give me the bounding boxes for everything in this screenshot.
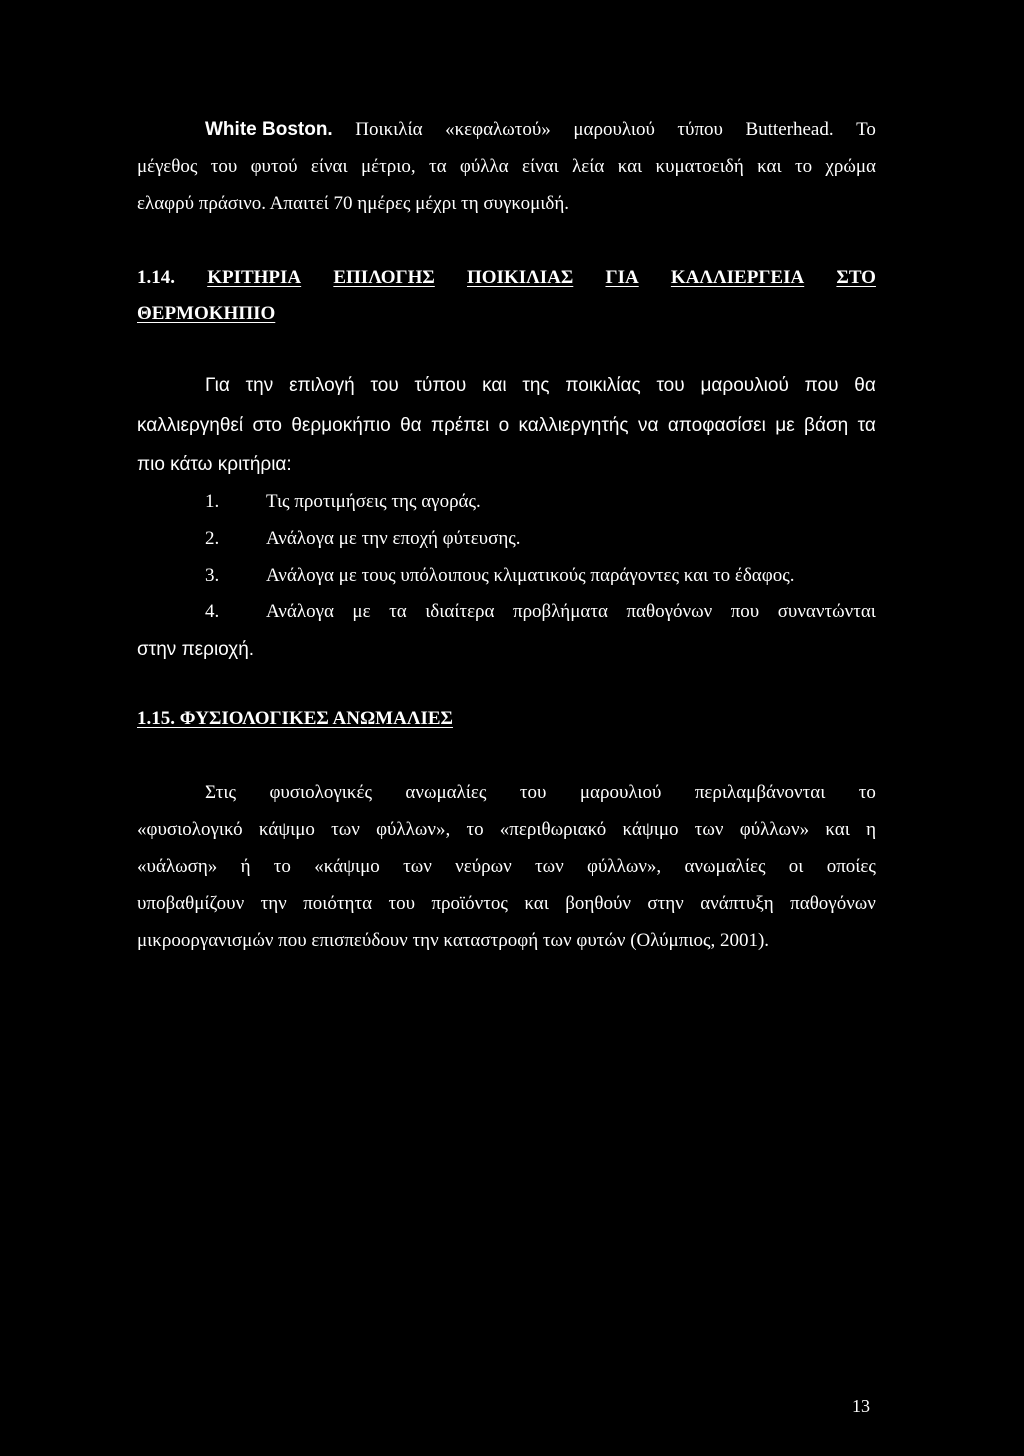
word: το (858, 782, 876, 803)
word: ποικιλίας (565, 375, 641, 396)
word: βοηθούν (565, 893, 631, 914)
word: το (273, 856, 291, 877)
word: κάψιμο (258, 819, 315, 840)
word: στο (252, 415, 282, 436)
word: κάψιμο (622, 819, 679, 840)
word: τύπου (677, 119, 723, 140)
word: Το (856, 119, 876, 140)
word: ιδιαίτερα (425, 601, 495, 622)
word: των (331, 819, 360, 840)
word: και (825, 819, 850, 840)
word: θα (854, 375, 876, 396)
word: πρέπει (431, 415, 490, 436)
word: του (519, 782, 547, 803)
word: προβλήματα (512, 601, 608, 622)
word: τα (428, 156, 447, 177)
word: καλλιεργητής (518, 415, 629, 436)
heading-word: ΓΙΑ (605, 267, 639, 288)
word: ανωμαλίες (405, 782, 487, 803)
word: προϊόντος (431, 893, 508, 914)
word: χρώμα (825, 156, 876, 177)
word: οποίες (826, 856, 876, 877)
word: φύλλων» (739, 819, 810, 840)
word: μαρουλιού (579, 782, 662, 803)
list-number: 2. (205, 528, 220, 549)
word: «φυσιολογικό (137, 819, 243, 840)
word: που (730, 601, 760, 622)
heading-word: ΣΤΟ (836, 267, 876, 288)
word: στην (647, 893, 684, 914)
word: και (482, 375, 507, 396)
list-text: Ανάλογα με την εποχή φύτευσης. (266, 528, 521, 549)
word: Ανάλογα (266, 601, 334, 622)
word: τα (857, 415, 876, 436)
word: των (534, 856, 564, 877)
word: της (522, 375, 550, 396)
word: η (866, 819, 876, 840)
word: την (260, 893, 287, 914)
word: Butterhead. (745, 119, 834, 140)
paragraph-1-line-1 (205, 120, 876, 139)
word: είναι (521, 156, 559, 177)
word: βάση (804, 415, 849, 436)
word: των (694, 819, 724, 840)
list-text: Ανάλογα με τους υπόλοιπους κλιματικούς παράγοντες και το έδαφος. (266, 565, 795, 586)
list-number: 4. (205, 601, 220, 622)
word: φυτού (250, 156, 298, 177)
word: ο (498, 415, 510, 436)
heading-word: ΚΑΛΛΙΕΡΓΕΙΑ (670, 267, 805, 288)
word: λεία (572, 156, 605, 177)
section-heading-1-15: 1.15. ΦΥΣΙΟΛΟΓΙΚΕΣ ΑΝΩΜΑΛΙΕΣ (137, 708, 453, 729)
word: θα (400, 415, 422, 436)
word: Ποικιλία (355, 119, 423, 140)
word: «κεφαλωτού» (445, 119, 551, 140)
word: φύλλα (459, 156, 509, 177)
word: και (524, 893, 549, 914)
word: μαρουλιού (573, 119, 655, 140)
word: μέτριο, (360, 156, 416, 177)
word: φύλλων», (587, 856, 662, 877)
word: μαρουλιού (700, 375, 789, 396)
word: υποβαθμίζουν (137, 893, 245, 914)
word: θερμοκήπιο (291, 415, 391, 436)
heading-word: ΠΟΙΚΙΛΙΑΣ (467, 267, 574, 288)
list-number: 3. (205, 565, 220, 586)
paragraph-3-line-5: μικροοργανισμών που επισπεύδουν την καταστροφή των φυτών (Ολύμπιος, 2001). (137, 930, 770, 951)
word: το (466, 819, 484, 840)
paragraph-1-line-3: ελαφρύ πράσινο. Απαιτεί 70 ημέρες μέχρι τη συγκομιδή. (137, 193, 570, 214)
word: φύλλων», (376, 819, 451, 840)
paragraph-3-line-2 (137, 820, 876, 839)
word: Για (205, 375, 230, 396)
paragraph-1-line-2 (137, 157, 876, 176)
section-heading-1-14-continued: ΘΕΡΜΟΚΗΠΙΟ (137, 303, 276, 324)
heading-word: ΚΡΙΤΗΡΙΑ (207, 267, 302, 288)
list-text: Τις προτιμήσεις της αγοράς. (266, 491, 481, 512)
word: με (352, 601, 371, 622)
word: το (794, 156, 813, 177)
list-number: 1. (205, 491, 220, 512)
paragraph-3-line-4 (137, 894, 876, 913)
word: είναι (310, 156, 348, 177)
section-heading-1-14 (137, 268, 876, 287)
word: παθογόνων (626, 601, 713, 622)
word: την (245, 375, 274, 396)
word: κυματοειδή (655, 156, 744, 177)
word: των (403, 856, 432, 877)
word: ανάπτυξη (700, 893, 774, 914)
paragraph-2-line-3: πιο κάτω κριτήρια: (137, 454, 292, 475)
paragraph-3-line-1 (205, 783, 876, 802)
word: επιλογή (289, 375, 355, 396)
list-item-continuation: στην περιοχή. (137, 639, 255, 660)
word: αποφασίσει (667, 415, 766, 436)
word: ανωμαλίες (684, 856, 766, 877)
word: συναντώνται (777, 601, 876, 622)
word: μέγεθος (137, 156, 198, 177)
word: Στις (205, 782, 236, 803)
word: «περιθωριακό (499, 819, 607, 840)
paragraph-3-line-3 (137, 857, 876, 876)
word: φυσιολογικές (269, 782, 372, 803)
word: με (775, 415, 795, 436)
word: παθογόνων (790, 893, 876, 914)
word: ποιότητα (303, 893, 373, 914)
variety-name: White Boston. (205, 119, 333, 140)
heading-word: ΕΠΙΛΟΓΗΣ (333, 267, 435, 288)
word: καλλιεργηθεί (137, 415, 244, 436)
section-number: 1.14. (137, 267, 175, 288)
word: να (637, 415, 659, 436)
word: ή (240, 856, 251, 877)
paragraph-2-line-1 (205, 376, 876, 395)
word: οι (788, 856, 804, 877)
paragraph-2-line-2 (137, 416, 876, 435)
word: τα (389, 601, 407, 622)
word: του (210, 156, 238, 177)
word: «υάλωση» (137, 856, 218, 877)
word: που (804, 375, 839, 396)
word: του (388, 893, 416, 914)
word: «κάψιμο (314, 856, 380, 877)
word: και (617, 156, 643, 177)
word: τύπου (414, 375, 467, 396)
page-number: 13 (852, 1396, 870, 1416)
word: του (370, 375, 399, 396)
word: περιλαμβάνονται (694, 782, 826, 803)
word: νεύρων (455, 856, 512, 877)
word: και (757, 156, 782, 177)
word: του (656, 375, 685, 396)
list-item (266, 602, 876, 621)
